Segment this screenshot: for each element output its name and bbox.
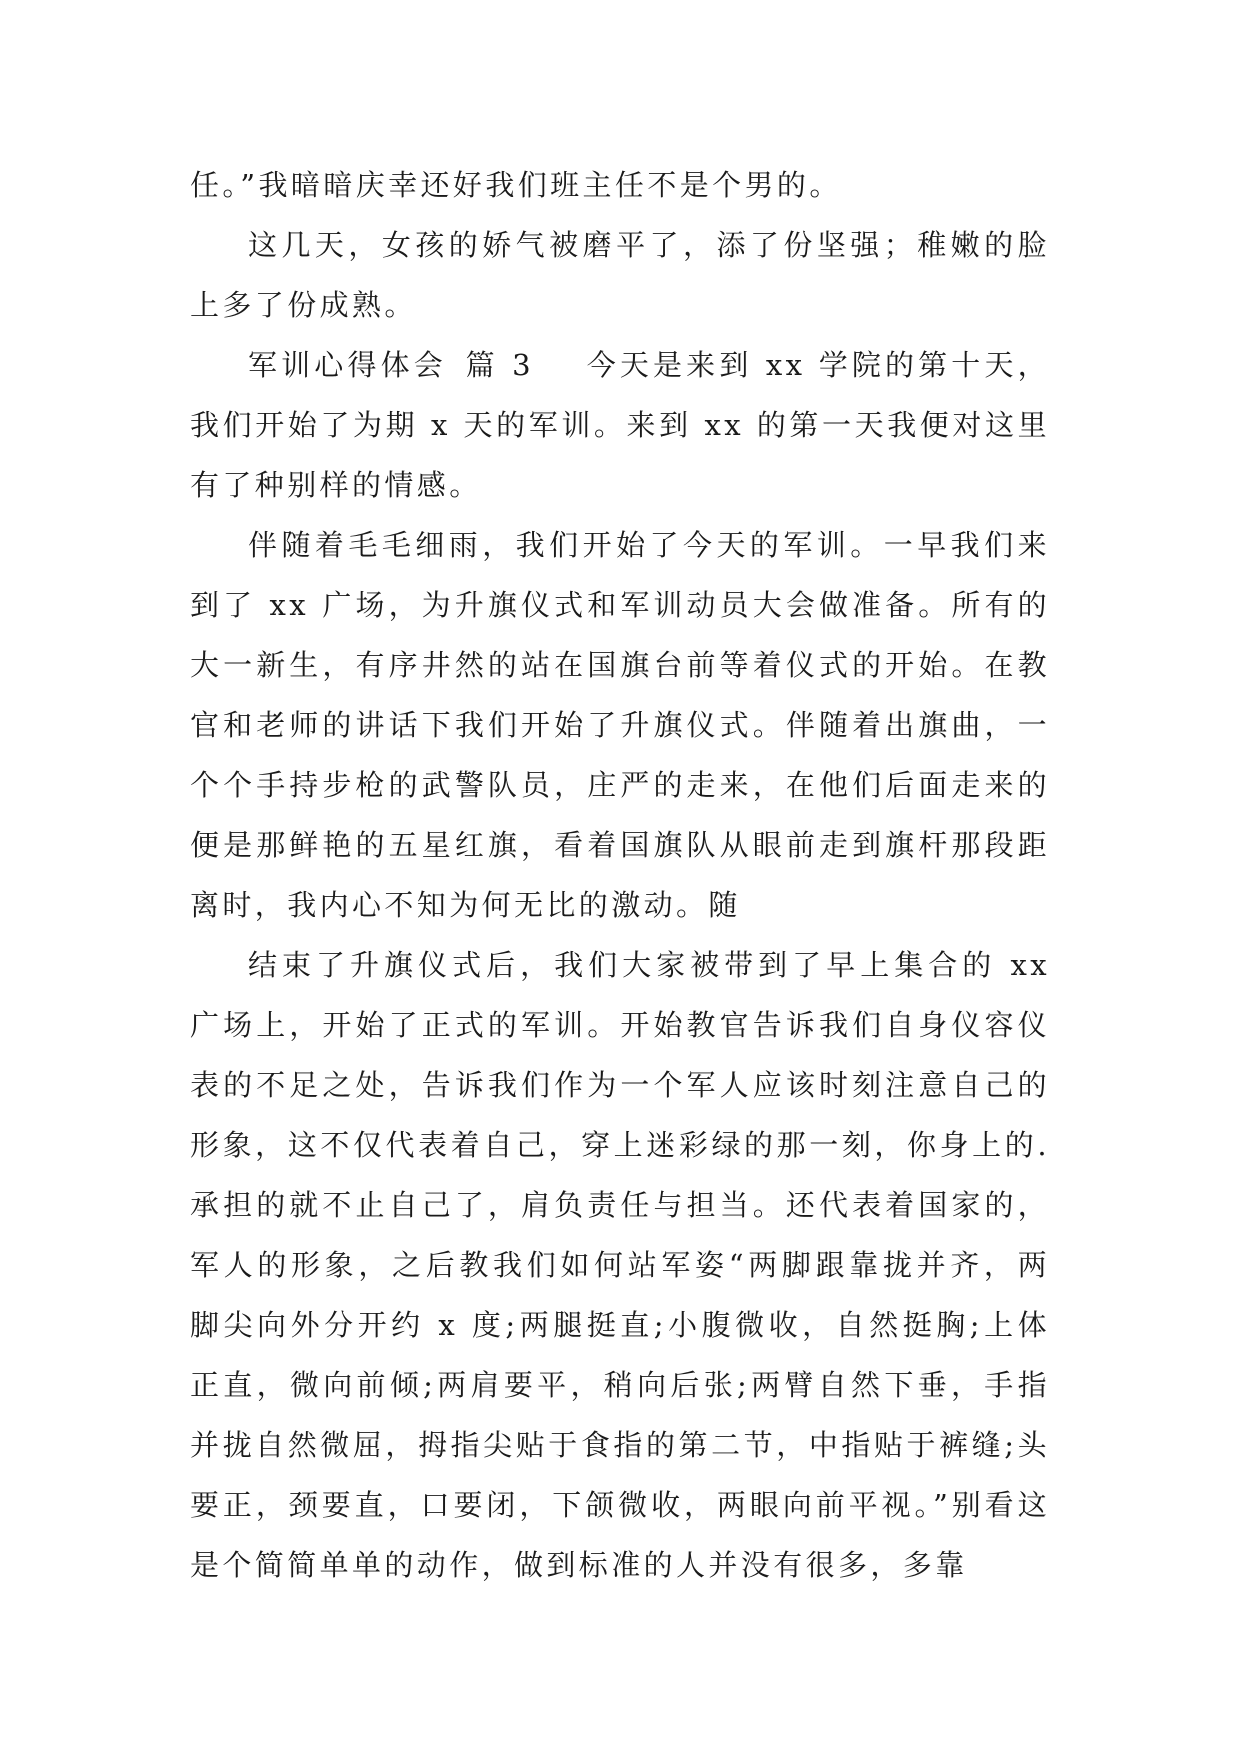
section-text: 今天是来到 xx 学院的第十天，我们开始了为期 x 天的军训。来到 xx 的第一天我便对这里有了种别样的情感。 xyxy=(190,348,1050,502)
section-number: 篇 3 xyxy=(464,348,534,382)
document-body xyxy=(190,155,1050,1595)
paragraph: 这几天，女孩的娇气被磨平了，添了份坚强；稚嫩的脸上多了份成熟。 xyxy=(190,228,1050,322)
paragraph: 伴随着毛毛细雨，我们开始了今天的军训。一早我们来到了 xx 广场，为升旗仪式和军训动员大会做准备。所有的大一新生，有序井然的站在国旗台前等着仪式的开始。在教官和老师的讲话下我们开始了升旗仪式。伴随着出旗曲，一个个手持步枪的武警队员，庄严的走来，在他们后面走来的便是那鲜艳的五星红旗，看着国旗队从眼前走到旗杆那段距离时，我内心不知为何无比的激动。随 xyxy=(190,528,1050,922)
paragraph-continued: 任。”我暗暗庆幸还好我们班主任不是个男的。 xyxy=(190,168,842,202)
paragraph: 结束了升旗仪式后，我们大家被带到了早上集合的 xx 广场上，开始了正式的军训。开始教官告诉我们自身仪容仪表的不足之处，告诉我们作为一个军人应该时刻注意自己的形象，这不仅代表着自己，穿上迷彩绿的那一刻，你身上的.承担的就不止自己了，肩负责任与担当。还代表着国家的，军人的形象，之后教我们如何站军姿“两脚跟靠拢并齐，两脚尖向外分开约 x 度;两腿挺直;小腹微收，自然挺胸;上体正直，微向前倾;两肩要平，稍向后张;两臂自然下垂，手指并拢自然微屈，拇指尖贴于食指的第二节，中指贴于裤缝;头要正，颈要直，口要闭，下颌微收，两眼向前平视。”别看这是个简简单单的动作，做到标准的人并没有很多，多靠 xyxy=(190,948,1050,1582)
section-paragraph xyxy=(190,335,1050,515)
section-title: 军训心得体会 xyxy=(248,348,447,382)
